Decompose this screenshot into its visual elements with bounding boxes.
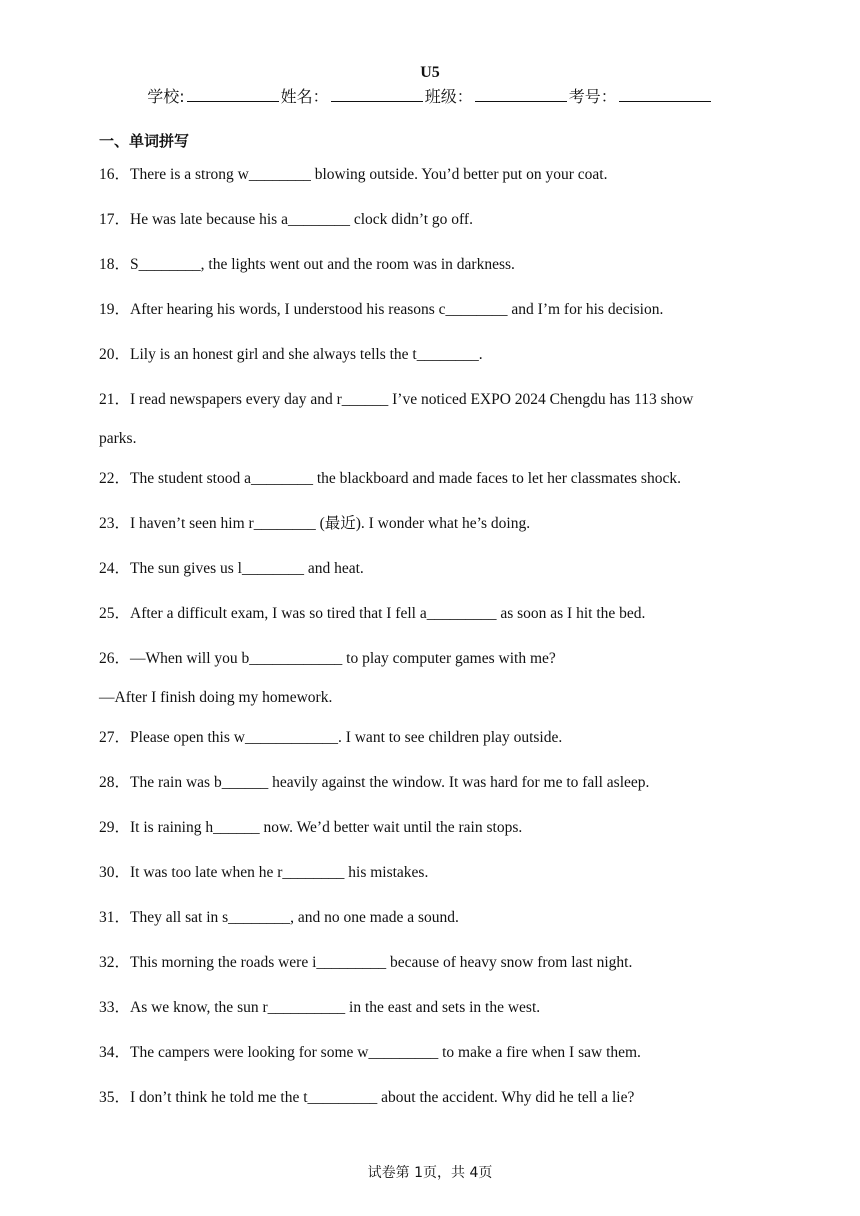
question-18 xyxy=(99,255,779,275)
question-text: The campers were looking for some w_________ to make a fire when I saw them. xyxy=(130,1044,641,1061)
question-continuation: —After I finish doing my homework. xyxy=(99,689,333,706)
question-text: I haven’t seen him r________ (最近). I wonder what he’s doing. xyxy=(130,515,531,532)
question-text: They all sat in s________, and no one made a sound. xyxy=(130,909,459,926)
question-35 xyxy=(99,1088,779,1108)
question-26 xyxy=(99,649,779,669)
question-number: 28． xyxy=(99,774,131,791)
question-text: It was too late when he r________ his mistakes. xyxy=(130,864,429,881)
question-26-continuation xyxy=(99,688,779,708)
question-29 xyxy=(99,818,779,838)
school-label: 学校: xyxy=(147,87,185,106)
question-number: 22． xyxy=(99,470,131,487)
question-text: The rain was b______ heavily against the window. It was hard for me to fall asleep. xyxy=(130,774,650,791)
question-21-continuation xyxy=(99,429,779,449)
question-text: The sun gives us l________ and heat. xyxy=(130,560,364,577)
question-text: S________, the lights went out and the room was in darkness. xyxy=(130,256,515,273)
question-text: After a difficult exam, I was so tired that I fell a_________ as soon as I hit the bed. xyxy=(130,605,646,622)
question-text: There is a strong w________ blowing outside. You’d better put on your coat. xyxy=(130,166,608,183)
name-blank[interactable] xyxy=(331,86,423,102)
question-number: 27． xyxy=(99,729,131,746)
question-continuation: parks. xyxy=(99,430,137,447)
question-20 xyxy=(99,345,779,365)
question-text: After hearing his words, I understood his reasons c________ and I’m for his decision. xyxy=(130,301,664,318)
question-number: 21． xyxy=(99,391,131,408)
question-number: 18． xyxy=(99,256,131,273)
question-33 xyxy=(99,998,779,1018)
question-28 xyxy=(99,773,779,793)
question-31 xyxy=(99,908,779,928)
question-number: 16． xyxy=(99,166,131,183)
section-heading: 一、单词拼写 xyxy=(99,132,190,150)
class-label: 班级： xyxy=(424,87,473,106)
question-text: As we know, the sun r__________ in the east and sets in the west. xyxy=(130,999,541,1016)
question-30 xyxy=(99,863,779,883)
question-number: 19． xyxy=(99,301,131,318)
name-label: 姓名： xyxy=(280,87,329,106)
question-number: 17． xyxy=(99,211,131,228)
question-text: This morning the roads were i_________ because of heavy snow from last night. xyxy=(130,954,633,971)
question-16 xyxy=(99,165,779,185)
page-footer: 试卷第 1页，共 4页 xyxy=(367,1165,493,1181)
question-21 xyxy=(99,390,779,410)
question-number: 31． xyxy=(99,909,131,926)
exam-number-blank[interactable] xyxy=(619,86,711,102)
question-32 xyxy=(99,953,779,973)
question-text: I read newspapers every day and r______ I’ve noticed EXPO 2024 Chengdu has 113 show xyxy=(130,391,694,408)
question-number: 24． xyxy=(99,560,131,577)
question-text: Lily is an honest girl and she always tells the t________. xyxy=(130,346,483,363)
school-blank[interactable] xyxy=(187,86,279,102)
question-34 xyxy=(99,1043,779,1063)
question-22 xyxy=(99,469,779,489)
question-25 xyxy=(99,604,779,624)
question-number: 30． xyxy=(99,864,131,881)
question-24 xyxy=(99,559,779,579)
question-text: He was late because his a________ clock didn’t go off. xyxy=(130,211,473,228)
question-27 xyxy=(99,728,779,748)
question-text: Please open this w____________. I want to see children play outside. xyxy=(130,729,563,746)
question-number: 35． xyxy=(99,1089,131,1106)
page-title: U5 xyxy=(420,64,440,81)
question-number: 33． xyxy=(99,999,131,1016)
question-19 xyxy=(99,300,779,320)
question-text: It is raining h______ now. We’d better wait until the rain stops. xyxy=(130,819,523,836)
question-number: 29． xyxy=(99,819,131,836)
class-blank[interactable] xyxy=(475,86,567,102)
question-17 xyxy=(99,210,779,230)
question-text: The student stood a________ the blackboard and made faces to let her classmates shock. xyxy=(130,470,681,487)
question-number: 20． xyxy=(99,346,131,363)
question-23 xyxy=(99,514,779,534)
question-number: 25． xyxy=(99,605,131,622)
question-number: 23． xyxy=(99,515,131,532)
student-info-line xyxy=(0,86,860,107)
question-text: I don’t think he told me the t_________ about the accident. Why did he tell a lie? xyxy=(130,1089,635,1106)
question-number: 34． xyxy=(99,1044,131,1061)
question-number: 26． xyxy=(99,650,131,667)
question-text: —When will you b____________ to play computer games with me? xyxy=(130,650,556,667)
question-number: 32． xyxy=(99,954,131,971)
exam-number-label: 考号： xyxy=(568,87,617,106)
